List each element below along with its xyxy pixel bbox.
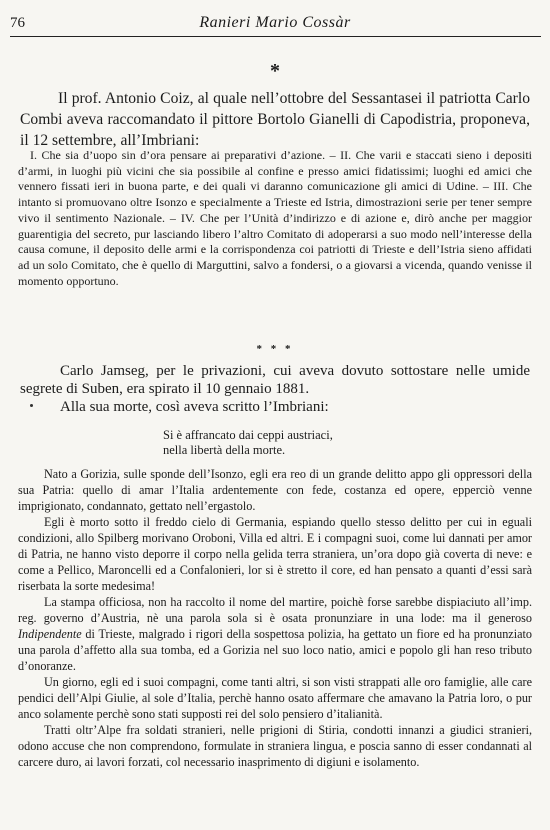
body-paragraph: Nato a Gorizia, sulle sponde dell’Isonzo, egli era reo di un grande delitto appo gli oppressori della sua Patria: quello di amar l’Italia ardentemente con fede, costanza ed opere, epperciò venne imprigionato, condannato, gettato nell’ergastolo. (18, 467, 532, 513)
quoted-verse (163, 428, 333, 458)
jamseg-intro: Alla sua morte, così aveva scritto l’Imbriani: (60, 399, 329, 415)
body-text-run: di Trieste, malgrado i rigori della sospettosa polizia, ha gettato un fiore ed ha pronunziato una parola d’affetto alla sua tomba, ed a Gorizia nel suo loco natio, amici e popolo gli han reso tributo d’onoranze. (18, 627, 532, 673)
proposals-paragraph: I. Che sia d’uopo sin d’ora pensare ai preparativi d’azione. – II. Che varii e staccati sieno i depositi d’armi, in luoghi più vicini che sia possibile al confine e presso amici fidatissimi; luoghi ed amici che vennero fissati ieri in buona parte, e dei quali vi daranno comunicazione gli amici di Udine. – III. Che intanto si promuovano oltre Isonzo e specialmente a Trieste ed Istria, dimostrazioni serie per tener sempre vivo il sentimento Nazionale. – IV. Che per l’Unità d’indirizzo e di azione e, dirò anche per maggior guarentigia del secreto, pur lasciando libero l’altro Comitato di adoperarsi a suo modo nell’interesse della causa comune, il deposito delle armi e la corrispondenza coi patriotti di Trieste e dell’Istria sieno affidati ad un solo Comitato, che è quello di Marguttini, salvo a fondersi, o a giovarsi a vicenda, quando venisse il momento opportuno. (18, 148, 532, 288)
page-header (0, 10, 550, 36)
body-text (18, 466, 532, 770)
section-separator: * * * (256, 343, 294, 355)
intro-paragraph: Il prof. Antonio Coiz, al quale nell’ottobre del Sessantasei il patriotta Carlo Combi aveva raccomandato il pittore Bortolo Gianelli di Capodistria, proponeva, il 12 settembre, all’Imbriani: (20, 90, 530, 149)
body-paragraph: Un giorno, egli ed i suoi compagni, come tanti altri, si son visti strappati alle oro famiglie, alle care pendici dell’Alpi Giulie, al sole d’Italia, perchè hanno osato affermare che amavano la Patria loro, o pur anco solamente perchè sono stati supposti rei del solo pensiero d’italianità. (18, 675, 532, 721)
body-paragraph: Tratti oltr’Alpe fra soldati stranieri, nelle prigioni di Stiria, condotti innanzi a giudici stranieri, odono accuse che non comprendono, formulate in straniera lingua, e poscia sanno di esser condannati al carcere duro, ai lavori forzati, col necessario inasprimento di digiuni e isolamento. (18, 723, 532, 769)
jamseg-paragraph: Carlo Jamseg, per le privazioni, cui aveva dovuto sottostare nelle umide segrete di Suben, era spirato il 10 gennaio 1881. (20, 363, 530, 397)
section-star: * (270, 60, 280, 82)
body-paragraph: Egli è morto sotto il freddo cielo di Germania, espiando quello stesso delitto per cui in eguali condizioni, allo Spilberg morivano Oroboni, Villa ed altri. E i compagni suoi, come lui dannati per amor di Patria, ne hanno visto deporre il corpo nella gelida terra straniera, un’ora dopo già coverta di neve: e come a Pellico, Maroncelli ed a Confalonieri, lor si è stretto il core, ed han pensato a quanti d’essi sarà riserbata la sorte medesima! (18, 515, 532, 593)
body-text-run: La stampa officiosa, non ha raccolto il nome del martire, poichè forse sarebbe dispiaciuto all’imp. reg. governo d’Austria, nè una parola sola si è osata pronunziare in una lode: ma il generoso (18, 595, 532, 625)
verse-line: Si è affrancato dai ceppi austriaci, (163, 428, 333, 442)
verse-line: nella libertà della morte. (163, 443, 286, 457)
page-number: 76 (10, 15, 25, 31)
body-paragraph (18, 594, 532, 674)
running-title: Ranieri Mario Cossàr (199, 14, 351, 31)
newspaper-title: Indipendente (18, 627, 82, 641)
header-rule (10, 36, 541, 37)
